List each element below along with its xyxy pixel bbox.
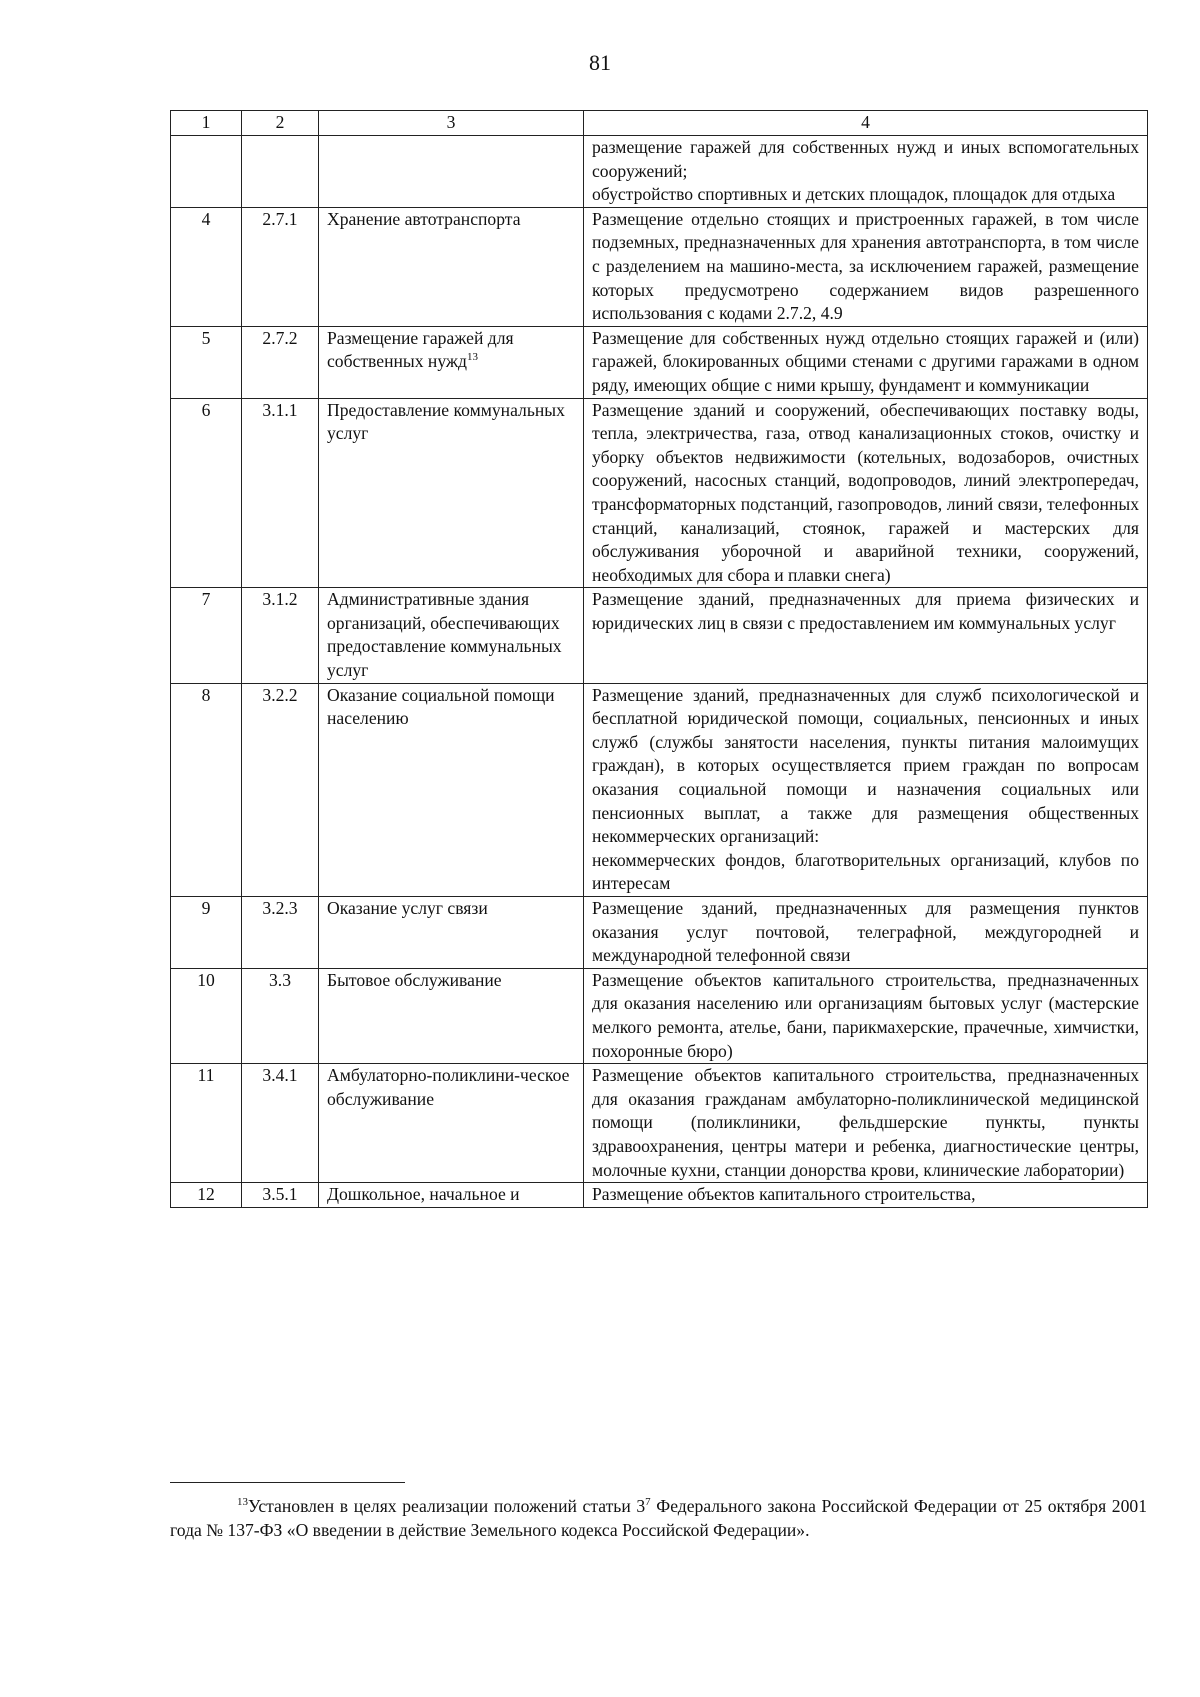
- row-description: [584, 968, 1148, 1063]
- row-name-text: Амбулаторно-поликлини-ческое обслуживание: [327, 1065, 570, 1109]
- row-name: [319, 136, 584, 208]
- description-paragraph: Размещение отдельно стоящих и пристроенных гаражей, в том числе подземных, предназначенных для хранения автотранспорта, в том числе с разделением на машино-места, за исключением гаражей, размещение которых предусмотрено содержанием видов разрешенного использования с кодами 2.7.2, 4.9: [592, 208, 1139, 324]
- description-paragraph: Размещение объектов капитального строительства,: [592, 1184, 976, 1205]
- table-row: [171, 398, 1148, 588]
- row-number: 6: [171, 398, 242, 588]
- row-number: [171, 136, 242, 208]
- row-code: [242, 136, 319, 208]
- row-code: 3.1.1: [242, 398, 319, 588]
- row-code: 3.1.2: [242, 588, 319, 683]
- row-description: [584, 588, 1148, 683]
- table-row: [171, 1064, 1148, 1183]
- row-description: [584, 326, 1148, 398]
- row-number: 7: [171, 588, 242, 683]
- row-number: 8: [171, 683, 242, 896]
- description-paragraph: размещение гаражей для собственных нужд и иных вспомогательных сооружений;: [592, 137, 1139, 181]
- table-row: [171, 1183, 1148, 1208]
- row-name: [319, 683, 584, 896]
- footnote: [170, 1494, 1147, 1542]
- table-body: [171, 136, 1148, 1208]
- row-description: [584, 398, 1148, 588]
- row-name: [319, 326, 584, 398]
- row-name: [319, 207, 584, 326]
- row-code: 3.2.2: [242, 683, 319, 896]
- row-number: 12: [171, 1183, 242, 1208]
- row-number: 11: [171, 1064, 242, 1183]
- footnote-reference: 13: [467, 351, 479, 364]
- row-description: [584, 683, 1148, 896]
- row-description: [584, 897, 1148, 969]
- page-number: 81: [589, 50, 611, 75]
- table-row: [171, 683, 1148, 896]
- row-code: 3.3: [242, 968, 319, 1063]
- description-paragraph: Размещение объектов капитального строительства, предназначенных для оказания гражданам амбулаторно-поликлинической медицинской помощи (поликлиники, фельдшерские пункты, пункты здравоохранения, центры матери и ребенка, диагностические центры, молочные кухни, станции донорства крови, клинические лаборатории): [592, 1065, 1139, 1180]
- footnote-divider: [170, 1482, 405, 1483]
- table-row: [171, 588, 1148, 683]
- table-row: [171, 326, 1148, 398]
- description-paragraph: Размещение объектов капитального строительства, предназначенных для оказания населению или организациям бытовых услуг (мастерские мелкого ремонта, ателье, бани, парикмахерские, прачечные, химчистки, похоронные бюро): [592, 969, 1139, 1061]
- table-row: [171, 897, 1148, 969]
- row-code: 3.5.1: [242, 1183, 319, 1208]
- row-name-text: Административные здания организаций, обеспечивающих предоставление коммунальных услуг: [327, 589, 562, 681]
- row-code: 3.4.1: [242, 1064, 319, 1183]
- header-col-1: 1: [171, 111, 242, 136]
- footnote-article-sup: 7: [645, 1496, 651, 1509]
- footnote-marker: 13: [237, 1496, 248, 1509]
- row-name-text: Предоставление коммунальных услуг: [327, 399, 565, 444]
- land-use-table: [170, 110, 1148, 1208]
- header-col-4: 4: [584, 111, 1148, 136]
- row-description: [584, 1183, 1148, 1208]
- description-paragraph: Размещение зданий, предназначенных для размещения пунктов оказания услуг почтовой, телеграфной, междугородней и международной телефонной связи: [592, 898, 1139, 966]
- row-name: [319, 398, 584, 588]
- row-description: [584, 136, 1148, 208]
- row-name: [319, 897, 584, 969]
- description-paragraph: Размещение для собственных нужд отдельно стоящих гаражей и (или) гаражей, блокированных общими стенами с другими гаражами в одном ряду, имеющих общие с ними крышу, фундамент и коммуникации: [592, 327, 1139, 395]
- row-code: 3.2.3: [242, 897, 319, 969]
- row-description: [584, 1064, 1148, 1183]
- row-name-text: Размещение гаражей для собственных нужд: [327, 327, 514, 372]
- table-row: [171, 136, 1148, 208]
- row-name-text: Оказание услуг связи: [327, 898, 488, 918]
- header-col-2: 2: [242, 111, 319, 136]
- description-paragraph: некоммерческих фондов, благотворительных организаций, клубов по интересам: [592, 849, 1139, 894]
- description-paragraph: Размещение зданий, предназначенных для приема физических и юридических лиц в связи с предоставлением им коммунальных услуг: [592, 589, 1139, 633]
- table-row: [171, 207, 1148, 326]
- row-name-text: Хранение автотранспорта: [327, 208, 521, 229]
- row-name: [319, 968, 584, 1063]
- row-code: 2.7.1: [242, 207, 319, 326]
- table-row: [171, 968, 1148, 1063]
- row-number: 4: [171, 207, 242, 326]
- row-description: [584, 207, 1148, 326]
- row-number: 10: [171, 968, 242, 1063]
- row-name-text: Бытовое обслуживание: [327, 969, 502, 990]
- description-paragraph: обустройство спортивных и детских площадок, площадок для отдыха: [592, 184, 1116, 205]
- row-number: 5: [171, 326, 242, 398]
- footnote-text-rest: Федерального закона Российской Федерации от 25 октября 2001 года № 137-ФЗ «О введении в действие Земельного кодекса Российской Федерации».: [170, 1496, 1147, 1540]
- row-name-text: Дошкольное, начальное и: [327, 1184, 520, 1205]
- description-paragraph: Размещение зданий, предназначенных для служб психологической и бесплатной юридической помощи, социальных, пенсионных и иных служб (службы занятости населения, пункты питания малоимущих граждан), в которых осуществляется прием граждан по вопросам оказания социальной помощи и назначения социальных или пенсионных выплат, а также для размещения общественных некоммерческих организаций:: [592, 684, 1139, 847]
- row-name: [319, 1183, 584, 1208]
- footnote-text: Установлен в целях реализации положений статьи 3: [248, 1496, 646, 1516]
- row-name: [319, 588, 584, 683]
- description-paragraph: Размещение зданий и сооружений, обеспечивающих поставку воды, тепла, электричества, газа, отвод канализационных стоков, очистку и уборку объектов недвижимости (котельных, водозаборов, очистных сооружений, насосных станций, водопроводов, линий электропередач, трансформаторных подстанций, газопроводов, линий связи, телефонных станций, канализаций, стоянок, гаражей и мастерских для обслуживания уборочной и аварийной техники, сооружений, необходимых для сбора и плавки снега): [592, 399, 1139, 585]
- row-name: [319, 1064, 584, 1183]
- row-name-text: Оказание социальной помощи населению: [327, 684, 555, 729]
- row-number: 9: [171, 897, 242, 969]
- table-header-row: [171, 111, 1148, 136]
- header-col-3: 3: [319, 111, 584, 136]
- row-code: 2.7.2: [242, 326, 319, 398]
